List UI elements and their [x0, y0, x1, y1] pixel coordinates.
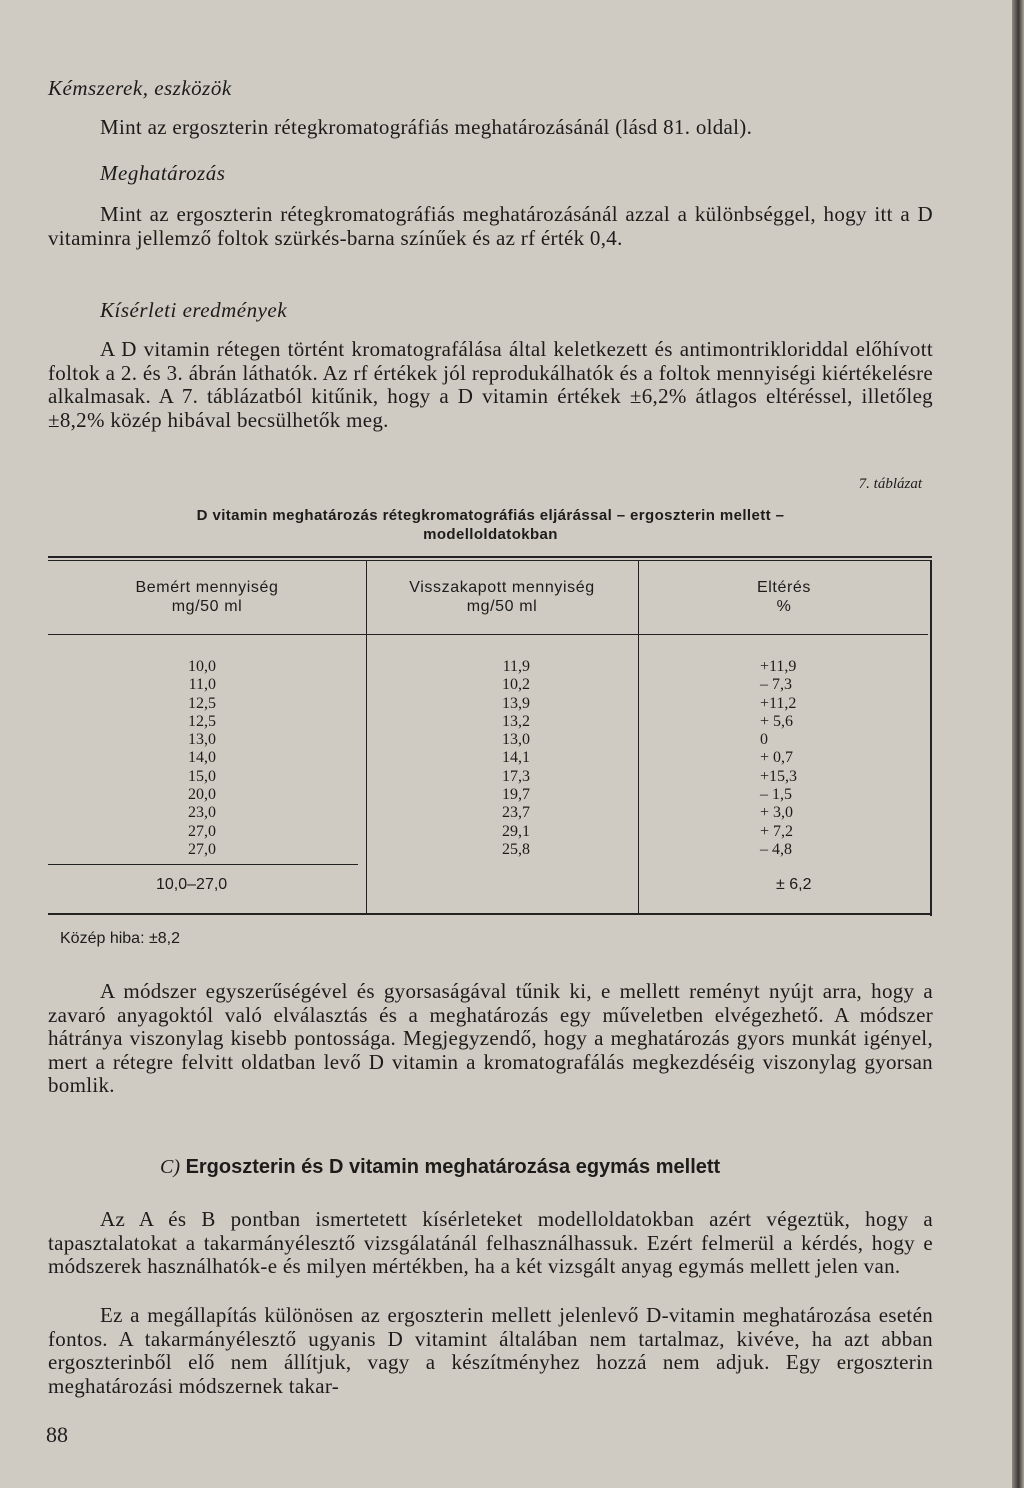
summary-deviation: ± 6,2: [776, 876, 812, 893]
table-title: [48, 506, 933, 544]
section-title: Ergoszterin és D vitamin meghatározása egymás mellett: [185, 1156, 721, 1178]
table-cell: 23,0: [188, 804, 216, 822]
table-cell: – 7,3: [760, 676, 792, 694]
paragraph-section-1: Az A és B pontban ismertetett kísérleteket modelloldatokban azért végeztük, hogy a tapasztalatokat a takarmányélesztő vizsgálatánál felhasználhassuk. Ezért felmerül a kérdés, hogy e módszerek használhatók-e és milyen mértékben, ha a két vizsgált anyag egymás mellett jelen van.: [48, 1207, 933, 1278]
header-bemert-line1: Bemért mennyiség: [135, 579, 279, 596]
heading-reagents: Kémszerek, eszközök: [48, 76, 232, 100]
table-cell: + 5,6: [760, 712, 794, 730]
table-cell: 23,7: [502, 804, 530, 822]
table-cell: 25,8: [502, 840, 530, 858]
table-cell: +15,3: [760, 767, 798, 785]
table-cell: 12,5: [188, 694, 216, 712]
paragraph-evaluation: A módszer egyszerűségével és gyorsaságával tűnik ki, e mellett reményt nyújt arra, hogy a zavaró anyagoktól való elválasztás és a meghatározás egy műveletben elvégezhető. A módszer hátránya viszonylag kisebb pontossága. Megjegyzendő, hogy a meghatározás gyors munkát igényel, mert a rétegre felvitt oldatban levő D vitamin a kromatografálás megkezdéséig viszonylag gyorsan bomlik.: [48, 979, 933, 1097]
table-cell: 14,0: [188, 749, 216, 767]
page-edge: [1012, 0, 1024, 1488]
table-cell: 20,0: [188, 786, 216, 804]
table-cell: 0: [760, 731, 768, 749]
table-cell: 29,1: [502, 822, 530, 840]
section-label: C): [160, 1156, 180, 1178]
table-cell: + 7,2: [760, 822, 794, 840]
table-cell: 27,0: [188, 822, 216, 840]
table-cell: 13,0: [502, 731, 530, 749]
page-number: 88: [46, 1422, 68, 1447]
table-cell: – 1,5: [760, 786, 792, 804]
heading-results: Kísérleti eredmények: [100, 298, 288, 322]
table-cell: + 0,7: [760, 749, 794, 767]
table-cell: +11,9: [760, 658, 797, 675]
header-elteres-line2: %: [776, 598, 792, 615]
table-cell: 10,2: [502, 676, 530, 694]
table-number: 7. táblázat: [858, 476, 922, 492]
summary-range: 10,0–27,0: [156, 876, 228, 893]
column-visszakapott: [462, 658, 530, 859]
table-cell: 17,3: [502, 767, 530, 785]
table-top-rule: [48, 556, 932, 558]
header-visszakapott-line2: mg/50 ml: [466, 598, 538, 615]
table-cell: 11,0: [188, 676, 216, 694]
header-elteres-line1: Eltérés: [757, 579, 811, 596]
table-cell: 13,0: [188, 731, 216, 749]
header-bemert: [48, 578, 366, 616]
header-elteres: [638, 578, 930, 616]
paragraph-reagents: Mint az ergoszterin rétegkromatográfiás meghatározásánál (lásd 81. oldal).: [100, 115, 753, 139]
table-cell: 27,0: [188, 840, 216, 858]
table-cell: 13,9: [502, 694, 530, 712]
table-title-line2: modelloldatokban: [423, 526, 558, 543]
table-cell: – 4,8: [760, 840, 792, 858]
table-cell: 19,7: [502, 786, 530, 804]
table-cell: +11,2: [760, 694, 797, 712]
table-cell: 10,0: [188, 658, 216, 675]
table-cell: 11,9: [502, 658, 530, 675]
paragraph-section-2: Ez a megállapítás különösen az ergoszterin mellett jelenlevő D-vitamin meghatározása esetén fontos. A takarmányélesztő ugyanis D vitamint általában nem tartalmaz, kivéve, ha azt abban ergoszterinből elő nem állítjuk, vagy a készítményhez hozzá nem adjuk. Egy ergoszterin meghatározási módszernek takar-: [48, 1303, 933, 1398]
table-cell: 13,2: [502, 712, 530, 730]
column-elteres: [760, 658, 830, 859]
table-header-rule: [48, 634, 928, 635]
table-cell: 15,0: [188, 767, 216, 785]
header-visszakapott: [366, 578, 638, 616]
paragraph-results: A D vitamin rétegen történt kromatografálása által keletkezett és antimontrikloriddal előhívott foltok a 2. és 3. ábrán láthatók. Az rf értékek jól reprodukálhatók és a foltok mennyiségi kiértékelésre alkalmasak. A 7. táblázatból kitűnik, hogy a D vitamin értékek ±6,2% átlagos eltéréssel, illetőleg ±8,2% közép hibával becsülhetők meg.: [48, 337, 933, 432]
table-top-rule-thin: [48, 560, 932, 561]
mean-error: Közép hiba: ±8,2: [60, 930, 180, 947]
header-bemert-line2: mg/50 ml: [171, 598, 243, 615]
table-title-line1: D vitamin meghatározás rétegkromatográfiás eljárással – ergoszterin mellett –: [196, 507, 785, 524]
section-heading: [160, 1156, 720, 1179]
table-right-rule: [930, 560, 932, 916]
paragraph-method: Mint az ergoszterin rétegkromatográfiás meghatározásánál azzal a különbséggel, hogy itt a D vitaminra jellemző foltok szürkés-barna színűek és az rf érték 0,4.: [48, 202, 933, 250]
table-cell: 12,5: [188, 712, 216, 730]
column-bemert: [150, 658, 216, 859]
header-visszakapott-line1: Visszakapott mennyiség: [409, 579, 595, 596]
table-cell: + 3,0: [760, 804, 794, 822]
table-sum-rule: [48, 864, 358, 865]
heading-method: Meghatározás: [100, 161, 226, 185]
table-bottom-rule: [48, 913, 932, 915]
table-cell: 14,1: [502, 749, 530, 767]
